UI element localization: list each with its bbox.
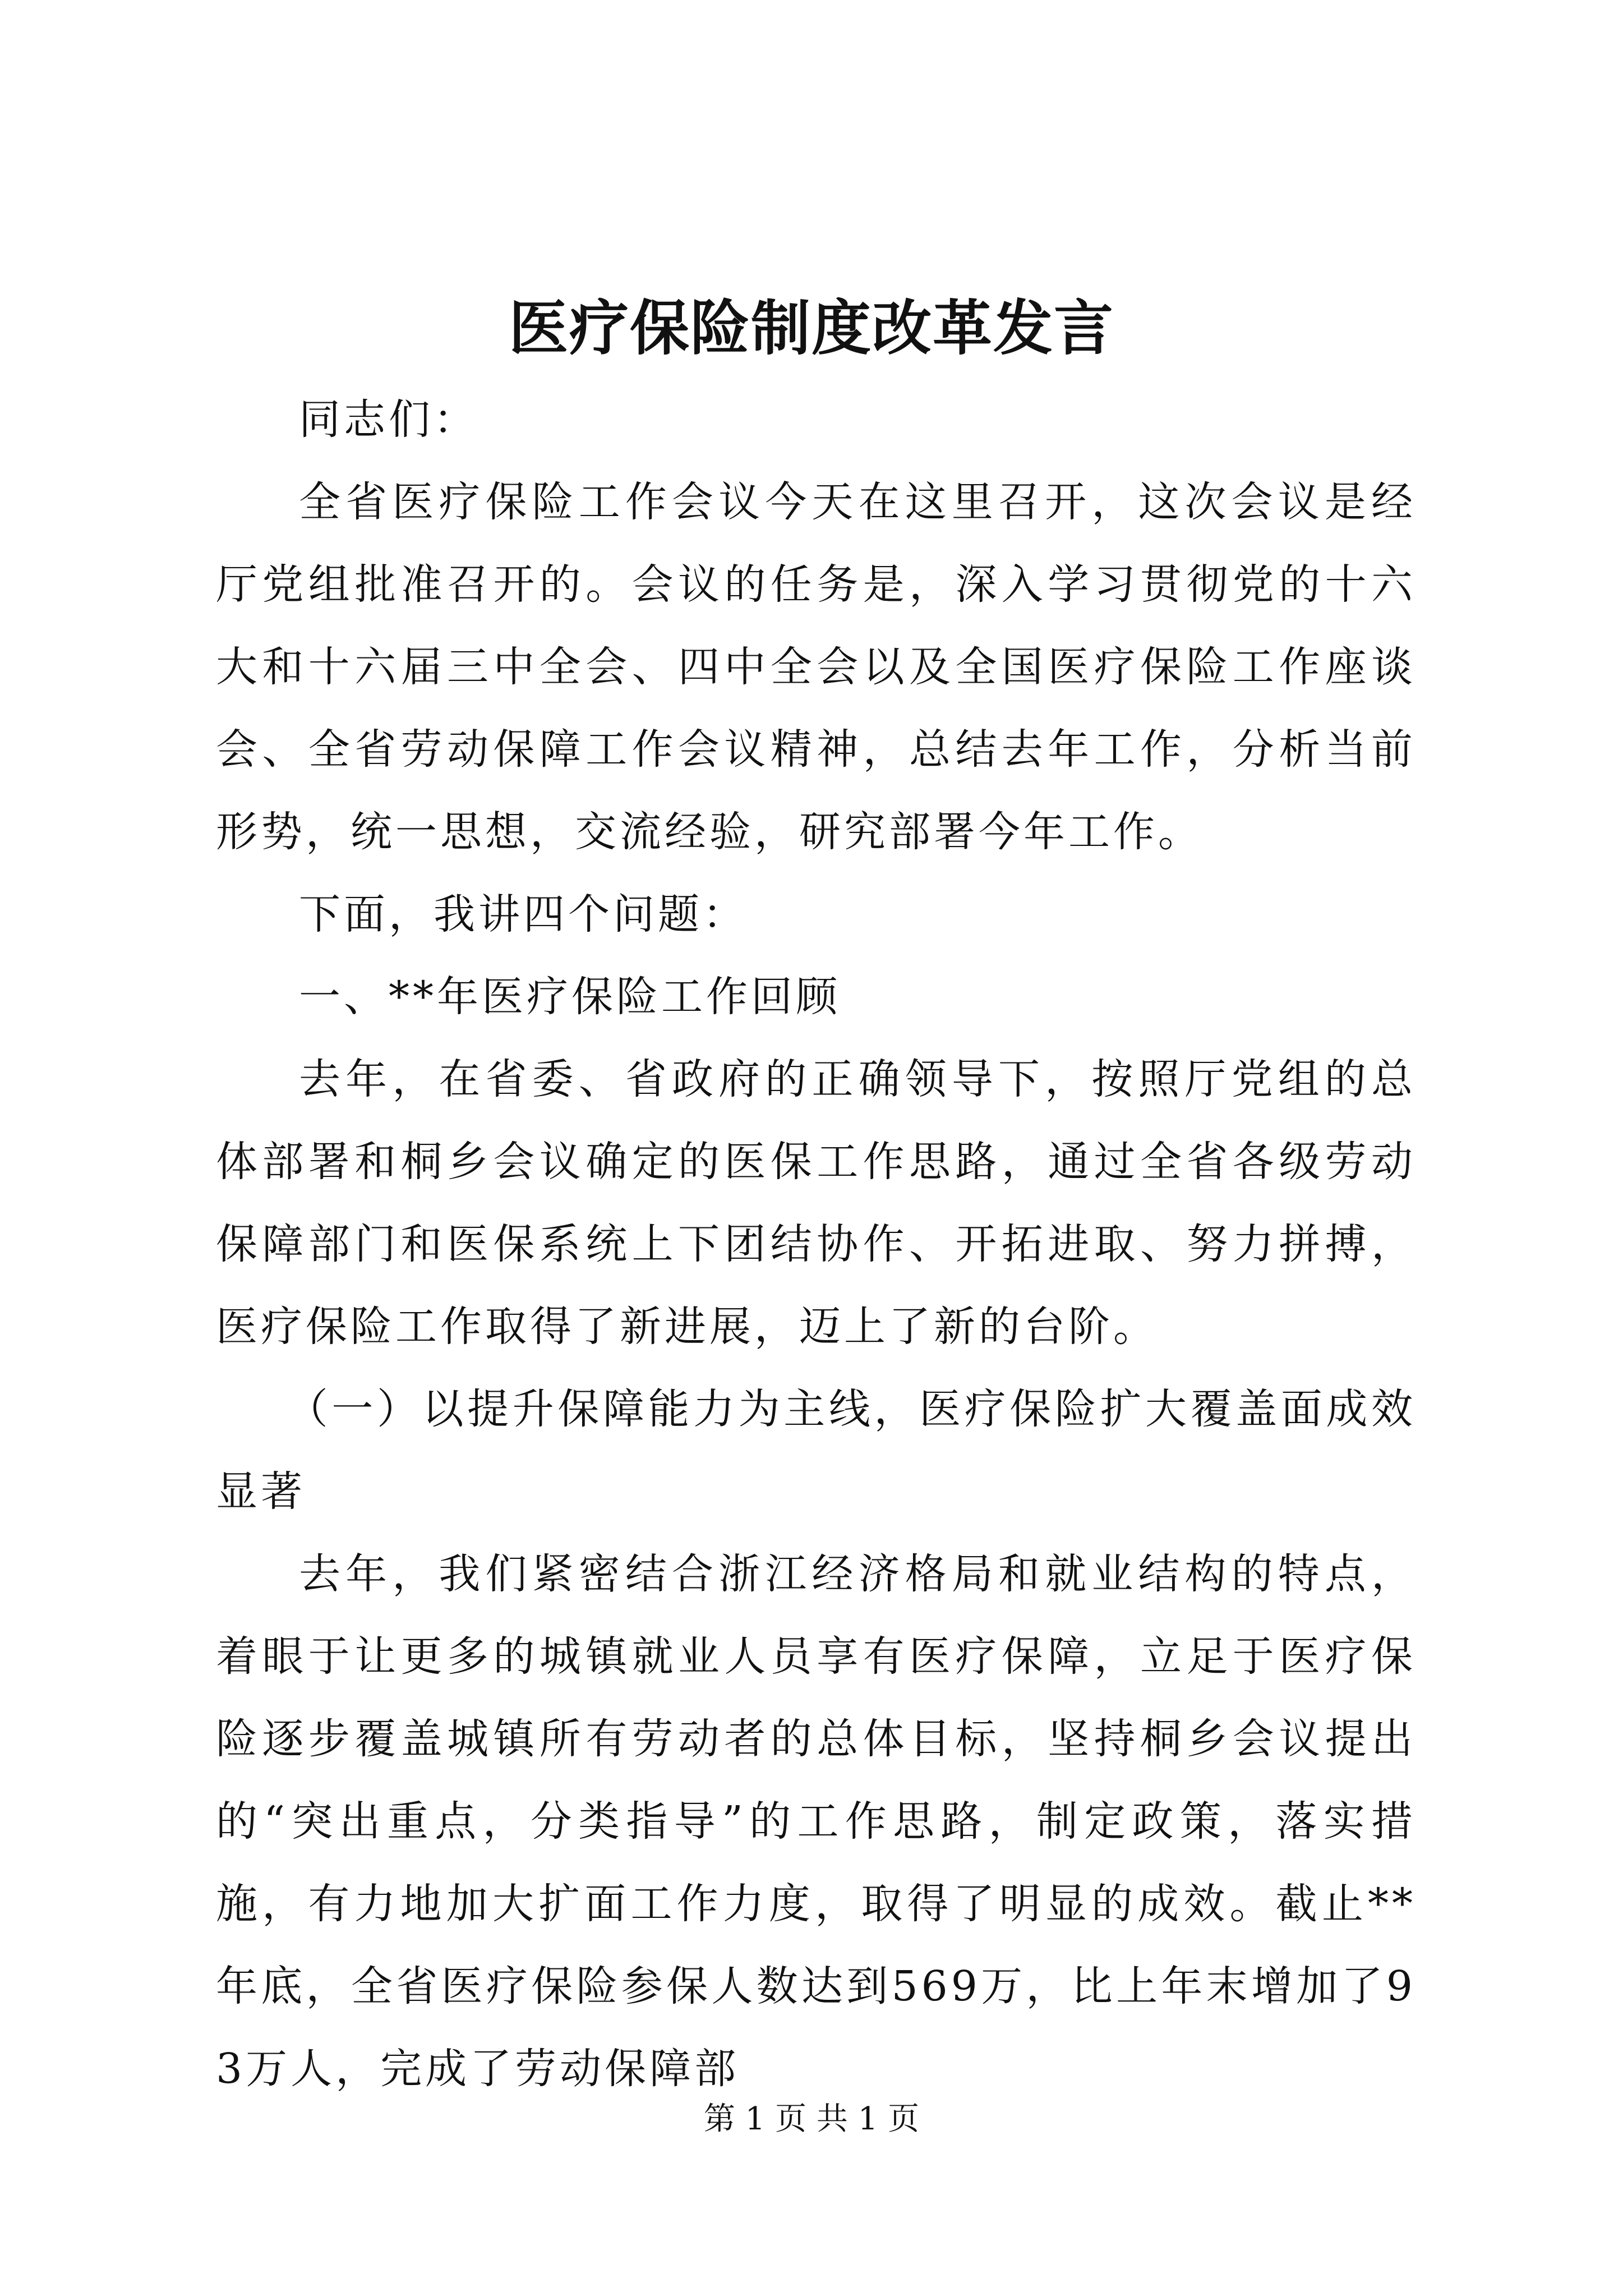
body-paragraph: 去年，在省委、省政府的正确领导下，按照厅党组的总体部署和桐乡会议确定的医保工作思路，通过全省各级劳动保障部门和医保系统上下团结协作、开拓进取、努力拼搏，医疗保险工作取得了新进展，迈上了新的台阶。 [216, 1055, 1416, 1351]
document-title: 医疗保险制度改革发言 [509, 293, 1114, 363]
document-body [216, 379, 1416, 2110]
page-footer: 第 1 页 共 1 页 [703, 2101, 920, 2137]
body-paragraph: 去年，我们紧密结合浙江经济格局和就业结构的特点，着眼于让更多的城镇就业人员享有医疗保障，立足于医疗保险逐步覆盖城镇所有劳动者的总体目标，坚持桐乡会议提出的“突出重点，分类指导”的工作思路，制定政策，落实措施，有力地加大扩面工作力度，取得了明显的成效。截止**年底，全省医疗保险参保人数达到569万，比上年末增加了93万人，完成了劳动保障部 [216, 1550, 1416, 2093]
subsection-heading: （一）以提升保障能力为主线，医疗保险扩大覆盖面成效显著 [216, 1385, 1416, 1516]
section-heading: 一、**年医疗保险工作回顾 [299, 973, 841, 1021]
salutation-paragraph: 同志们： [299, 395, 478, 444]
body-paragraph: 下面，我讲四个问题： [299, 890, 748, 938]
body-paragraph: 全省医疗保险工作会议今天在这里召开，这次会议是经厅党组批准召开的。会议的任务是，深入学习贯彻党的十六大和十六届三中全会、四中全会以及全国医疗保险工作座谈会、全省劳动保障工作会议精神，总结去年工作，分析当前形势，统一思想，交流经验，研究部署今年工作。 [216, 478, 1416, 856]
